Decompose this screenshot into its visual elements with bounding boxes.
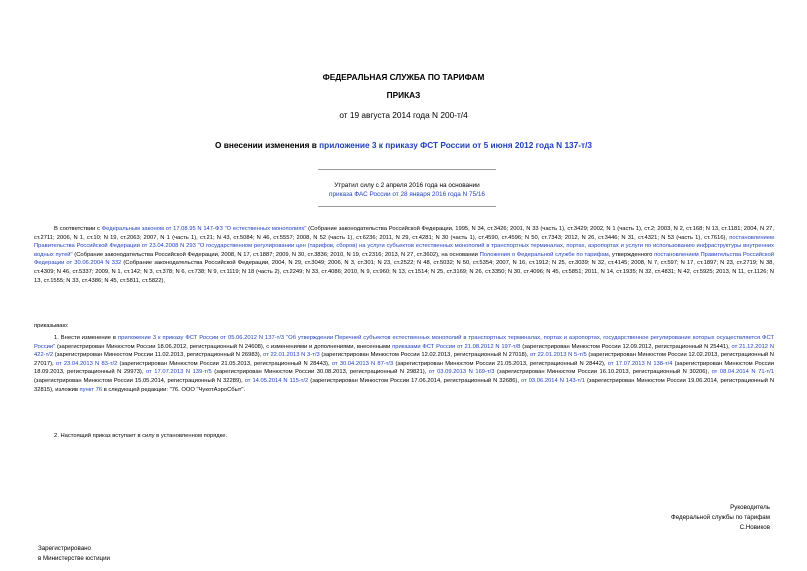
registration-line-2: в Министерстве юстиции: [38, 555, 111, 562]
order-link[interactable]: от 22.01.2013 N 5-т/5: [530, 352, 587, 359]
annex-3-link[interactable]: приложение 3 к приказу ФСТ России от 05.06.2012 N 137-т/3 "Об утверждении Перечней субъектов естественных монополий в транспортных терминалах, портах и аэропортах, государственное регулирование которых осуществляется ФСТ России": [34, 335, 774, 350]
doc-type-heading: ПРИКАЗ: [386, 90, 421, 100]
item-text: (зарегистрирован Минюстом России 21.05.2013, регистрационный N 28442),: [393, 360, 608, 367]
order-link[interactable]: от 30.04.2013 N 87-т/3: [331, 360, 394, 367]
document-title: [0, 140, 807, 150]
item-text: (зарегистрирован Минюстом России 11.02.2013, регистрационный N 26983),: [53, 352, 263, 359]
title-link[interactable]: приложение 3 к приказу ФСТ России от 5 июня 2012 года N 137-т/3: [319, 140, 593, 150]
divider-bottom: [318, 206, 496, 207]
title-prefix: О внесении изменения в: [214, 140, 320, 150]
repeal-notice-link[interactable]: приказа ФАС России от 28 января 2016 года N 75/16: [329, 191, 485, 198]
item-1-paragraph: [34, 334, 774, 394]
item-2-paragraph: 2. Настоящий приказ вступает в силу в установленном порядке.: [54, 433, 228, 439]
item-text: (зарегистрирован Минюстом России 12.09.2012, регистрационный N 25441),: [520, 343, 732, 350]
item-text: (зарегистрирован Минюстом России 15.05.2014, регистрационный N 32289),: [34, 377, 245, 384]
government-decree-332-link[interactable]: постановлением Правительства Российской Федерации от 30.06.2004 N 332: [34, 251, 775, 267]
repeal-notice: [318, 181, 496, 199]
decree-word: приказываю:: [34, 323, 69, 329]
signature-org: Федеральной службы по тарифам: [671, 514, 770, 521]
item-text: (зарегистрирован Минюстом России 18.09.2013, регистрационный N 29973),: [34, 360, 774, 376]
item-text: (зарегистрирован Минюстом России 19.06.2014, регистрационный N 32815), изложив: [34, 377, 775, 393]
order-link[interactable]: приказами ФСТ России от 21.08.2012 N 197-т/8: [392, 343, 521, 350]
signature-block: [590, 503, 770, 533]
organization-heading: ФЕДЕРАЛЬНАЯ СЛУЖБА ПО ТАРИФАМ: [322, 72, 485, 82]
preamble-text: (Собрание законодательства Российской Федерации, 2004, N 29, ст.3049; 2006, N 3, ст.301; N 23, ст.2522; N 48, ст.5032; N 50, ст.5354; 2007, N 16, ст.1912; N 25, ст.3039; N 32, ст.4145; 2008, N 7, ст.597; N 17, ст.1897; N 23, ст.2719; N 38, ст.4309; N 46, ст.5337; 2009, N 1, ст.142; N 3, ст.378; N 6, ст.738; N 9, ст.1119; N 18 (часть 2), ст.2249; N 33, ст.4086; 2010, N 9, ст.960; N 13, ст.1514; N 25, ст.3169; N 26, ст.3350; N 30, ст.4096; N 45, ст.5851; 2011, N 14, ст.1935; N 32, ст.4831; N 42, ст.5925; 2013, N 11, ст.1126; N 13, ст.1555; N 33, ст.4386; N 45, ст.5811, ст.5822),: [34, 260, 774, 284]
item-text: (зарегистрирован Минюстом России 17.06.2014, регистрационный N 32686),: [308, 377, 521, 384]
preamble-text: , утвержденного: [608, 251, 655, 258]
preamble-text: (Собрание законодательства Российской Федерации, 2008, N 17, ст.1887; 2009, N 30, ст.3836; 2010, N 19, ст.2316; 2013, N 27, ст.3602), на основании: [72, 251, 480, 258]
item-text: в следующей редакции: "76. ООО "ЧукотАэроСбыт".: [102, 386, 246, 393]
preamble-paragraph: [34, 225, 774, 285]
order-link[interactable]: от 08.04.2014 N 71-т/1: [711, 369, 775, 376]
item-text: (зарегистрирован Минюстом России 21.05.2013, регистрационный N 28443),: [117, 360, 332, 367]
signature-name: С.Новиков: [739, 524, 770, 531]
registration-line-1: Зарегистрировано: [38, 545, 91, 552]
preamble-text: В соответствии с: [54, 226, 102, 232]
order-link[interactable]: от 17.07.2013 N 139-т/5: [146, 369, 212, 376]
preamble-text: (Собрание законодательства Российской Федерации, 1995, N 34, ст.3426; 2001, N 33 (часть 1), ст.3429; 2002, N 1 (часть 1), ст.2; 2003, N 2, ст.168; N 13, ст.1181; 2004, N 27, ст.2711; 2006, N 1, ст.10; N 19, ст.2063; 2007, N 1 (часть 1), ст.21; N 43, ст.5084; N 46, ст.5557; 2008, N 52 (часть 1), ст.6236; 2011, N 29, ст.4281; N 30 (часть 1), ст.4590, ст.4596; N 50, ст.7343; 2012, N 26, ст.3446; N 31, ст.4321; N 53 (часть 1), ст.7616),: [34, 226, 775, 241]
fst-regulation-link[interactable]: Положения о Федеральной службе по тарифам: [479, 251, 609, 258]
item-text: (зарегистрирован Минюстом России 12.02.2013, регистрационный N 27017),: [34, 352, 774, 367]
repeal-notice-text: Утратил силу с 2 апреля 2016 года на основании: [334, 182, 480, 189]
order-link[interactable]: от 17.07.2013 N 138-т/4: [607, 360, 673, 367]
item-text: (зарегистрирован Минюстом России 12.02.2013, регистрационный N 27018),: [319, 352, 531, 359]
date-number: от 19 августа 2014 года N 200-т/4: [339, 110, 468, 120]
item-text: (зарегистрирован Минюстом России 30.08.2013, регистрационный N 29821),: [211, 369, 429, 376]
order-link[interactable]: от 14.05.2014 N 115-т/2: [244, 377, 309, 384]
item-text: 1. Внести изменение в: [54, 335, 118, 341]
item-text: (зарегистрирован Минюстом России 16.10.2013, регистрационный N 30206),: [494, 369, 712, 376]
federal-law-link[interactable]: Федеральным законом от 17.08.95 N 147-ФЗ "О естественных монополиях": [101, 226, 307, 232]
divider-top: [318, 169, 496, 170]
government-decree-293-link[interactable]: постановлением Правительства Российской Федерации от 23.04.2008 N 293 "О государственном регулировании цен (тарифов, сборов) на услуги субъектов естественных монополий в транспортных терминалах, портах, аэропортах и услуги по использованию инфраструктуры внутренних водных путей": [34, 234, 774, 258]
order-link[interactable]: от 03.09.2013 N 169-т/3: [428, 369, 495, 376]
order-link[interactable]: от 03.06.2014 N 143-т/1: [520, 377, 585, 384]
order-link[interactable]: от 22.01.2013 N 3-т/3: [263, 352, 320, 359]
order-link[interactable]: от 23.04.2013 N 83-т/2: [55, 360, 118, 367]
item-text: (зарегистрирован Минюстом России 18.06.2012, регистрационный N 24608), с изменениями и дополнениями, внесенными: [55, 343, 393, 350]
order-link[interactable]: от 21.12.2012 N 422-т/2: [34, 343, 774, 359]
registration-block: [38, 544, 110, 564]
signature-title: Руководитель: [730, 504, 770, 511]
clause-76-link[interactable]: пункт 76: [79, 386, 103, 393]
